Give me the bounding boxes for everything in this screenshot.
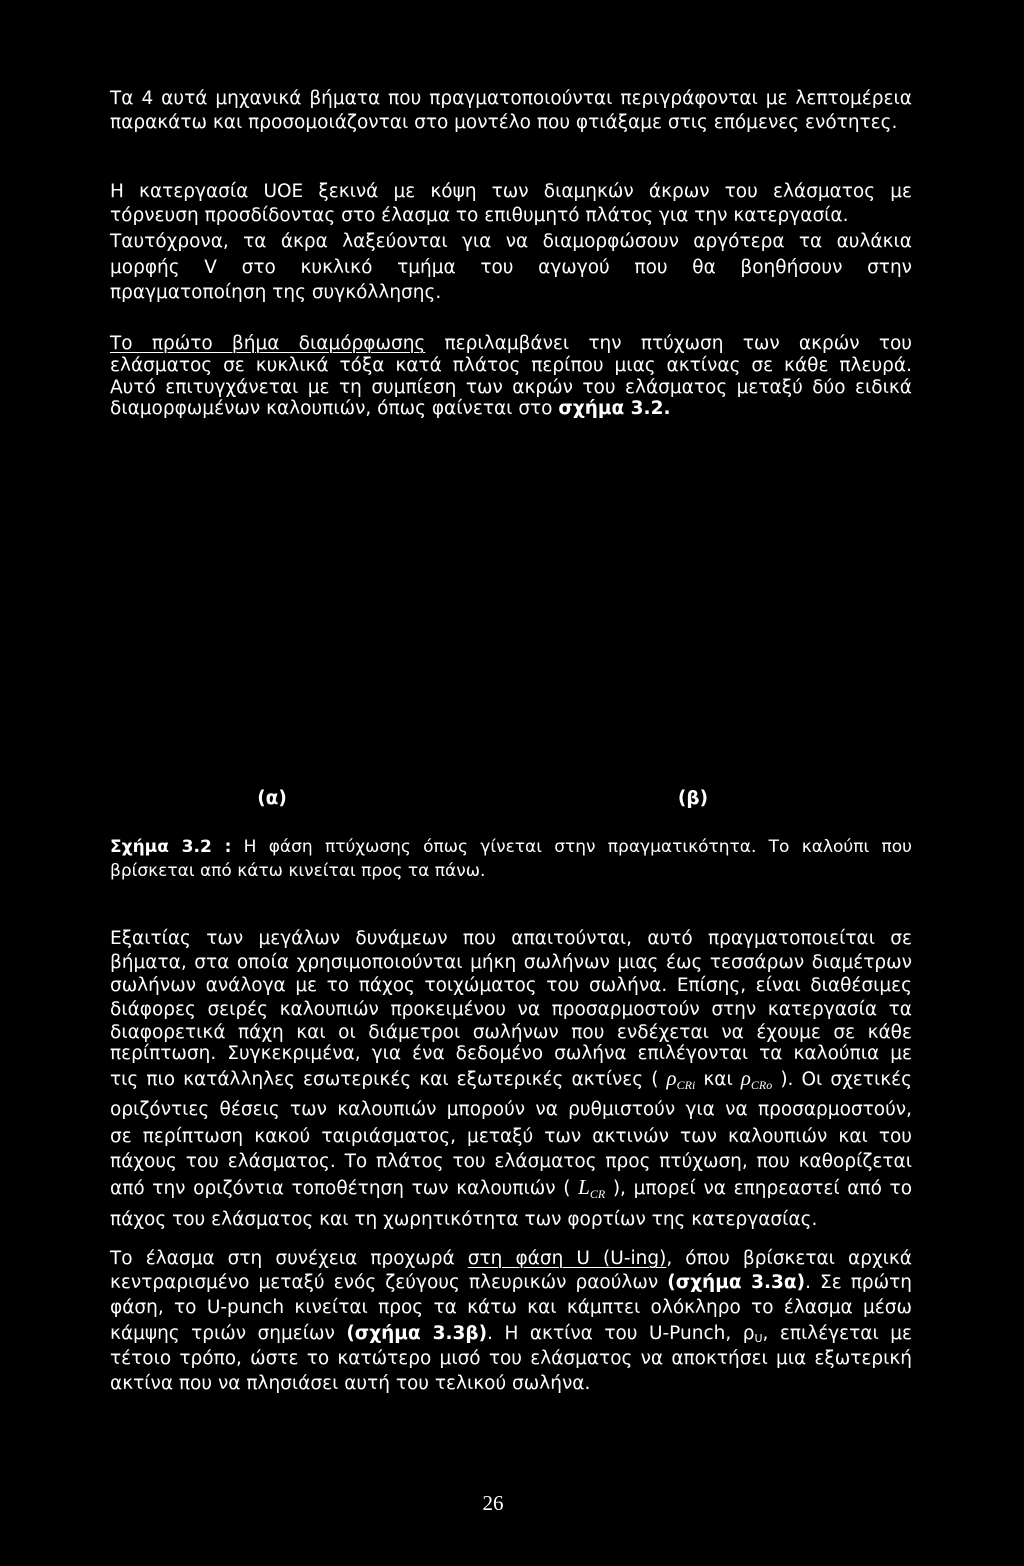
text-segment: και bbox=[703, 1069, 733, 1090]
text-segment: διαμορφωμένων καλουπιών, όπως φαίνεται στο bbox=[110, 398, 553, 419]
rho-inner-symbol: ρ bbox=[666, 1066, 677, 1090]
paragraph-2-line-3: Ταυτόχρονα, τα άκρα λαξεύονται για να διαμορφώσουν αργότερα τα αυλάκια bbox=[110, 231, 912, 252]
length-subscript: CR bbox=[589, 1187, 606, 1201]
text-segment: κάμψης τριών σημείων bbox=[110, 1323, 335, 1344]
paragraph-4-line-10: πάχους του ελάσματος. Το πλάτος του ελάσματος προς πτύχωση, που καθορίζεται bbox=[110, 1151, 912, 1172]
paragraph-4-line-6: περίπτωση. Συγκεκριμένα, για ένα δεδομένο σωλήνα επιλέγονται τα καλούπια με bbox=[110, 1043, 912, 1064]
figure-3-2-image-area bbox=[110, 430, 912, 775]
paragraph-4-line-9: σε περίπτωση κακού ταιριάσματος, μεταξύ των ακτινών των καλουπιών και του bbox=[110, 1126, 912, 1147]
paragraph-3-line-4 bbox=[110, 398, 912, 420]
paragraph-5-line-5: τέτοιο τρόπο, ώστε το κατώτερο μισό του ελάσματος να αποκτήσει μια εξωτερική bbox=[110, 1348, 912, 1369]
figure-label-b: (β) bbox=[677, 788, 709, 809]
caption-text: Η φάση πτύχωσης όπως γίνεται στην πραγματικότητα. Το καλούπι που bbox=[243, 837, 912, 857]
paragraph-4-line-8: οριζόντιες θέσεις των καλουπιών μπορούν να ρυθμιστούν για να προσαρμοστούν, bbox=[110, 1099, 912, 1120]
rho-inner-subscript: CRi bbox=[676, 1078, 696, 1092]
paragraph-5-line-2 bbox=[110, 1272, 912, 1294]
paragraph-4-line-12: πάχος του ελάσματος και τη χωρητικότητα των φορτίων της κατεργασίας. bbox=[110, 1209, 818, 1230]
rho-u-subscript: U bbox=[754, 1332, 763, 1345]
paragraph-1-line-2: παρακάτω και προσομοιάζονται στο μοντέλο που φτιάξαμε στις επόμενες ενότητες. bbox=[110, 112, 898, 133]
text-segment: , όπου βρίσκεται αρχικά bbox=[666, 1248, 912, 1269]
paragraph-4-line-2: βήματα, στα οποία χρησιμοποιούνται μήκη σωλήνων μιας έως τεσσάρων διαμέτρων bbox=[110, 952, 912, 973]
figure-label-a: (α) bbox=[257, 788, 287, 809]
paragraph-4-line-11 bbox=[110, 1175, 913, 1201]
figure-caption-line-1 bbox=[110, 837, 912, 857]
rho-u-symbol: ρ bbox=[742, 1323, 755, 1344]
paragraph-2-line-1: Η κατεργασία UOE ξεκινά με κόψη των διαμηκών άκρων του ελάσματος με bbox=[110, 181, 912, 202]
paragraph-4-line-1: Εξαιτίας των μεγάλων δυνάμεων που απαιτούνται, αυτό πραγματοποιείται σε bbox=[110, 928, 912, 949]
text-segment: . Σε πρώτη bbox=[805, 1272, 912, 1293]
paragraph-3-line-2: ελάσματος σε κυκλικά τόξα κατά πλάτος περίπου μιας ακτίνας σε κάθε πλευρά. bbox=[110, 355, 912, 376]
paragraph-2-line-5: πραγματοποίηση της συγκόλλησης. bbox=[110, 282, 442, 303]
text-segment: ). Οι σχετικές bbox=[780, 1069, 912, 1090]
caption-label: Σχήμα 3.2 : bbox=[110, 837, 232, 857]
figure-reference: (σχήμα 3.3α) bbox=[667, 1272, 806, 1293]
paragraph-1-line-1: Τα 4 αυτά μηχανικά βήματα που πραγματοποιούνται περιγράφονται με λεπτομέρεια bbox=[110, 88, 912, 109]
length-symbol: L bbox=[578, 1175, 590, 1199]
text-segment: Το έλασμα στη συνέχεια προχωρά bbox=[110, 1248, 455, 1269]
figure-reference: σχήμα 3.2. bbox=[558, 398, 671, 419]
text-segment: από την οριζόντια τοποθέτηση των καλουπιών ( bbox=[110, 1178, 571, 1199]
rho-outer-subscript: CRo bbox=[750, 1078, 773, 1092]
figure-caption-line-2: βρίσκεται από κάτω κινείται προς τα πάνω. bbox=[110, 861, 486, 881]
underlined-phrase: Το πρώτο βήμα διαμόρφωσης bbox=[110, 333, 426, 354]
text-segment: , επιλέγεται με bbox=[762, 1323, 912, 1344]
rho-outer-symbol: ρ bbox=[740, 1066, 751, 1090]
paragraph-5-line-3: φάση, το U-punch κινείται προς τα κάτω και κάμπτει ολόκληρο το έλασμα μέσω bbox=[110, 1297, 912, 1318]
paragraph-5-line-1 bbox=[110, 1248, 912, 1270]
page-number: 26 bbox=[482, 1491, 504, 1515]
paragraph-4-line-3: σωλήνων ανάλογα με το πάχος τοιχώματος του σωλήνα. Επίσης, είναι διαθέσιμες bbox=[110, 975, 912, 996]
paragraph-5-line-6: ακτίνα που να πλησιάσει αυτή του τελικού σωλήνα. bbox=[110, 1373, 591, 1394]
paragraph-2-line-2: τόρνευση προσδίδοντας στο έλασμα το επιθυμητό πλάτος για την κατεργασία. bbox=[110, 205, 849, 226]
underlined-phrase: στη φάση U (U-ing) bbox=[467, 1248, 667, 1269]
paragraph-2-line-4: μορφής V στο κυκλικό τμήμα του αγωγού που θα βοηθήσουν στην bbox=[110, 257, 912, 278]
paragraph-4-line-5: διαφορετικά πάχη και οι διάμετροι σωλήνων που ενδέχεται να έχουμε σε κάθε bbox=[110, 1022, 912, 1043]
text-segment: κεντραρισμένο μεταξύ ενός ζεύγους πλευρικών ραούλων bbox=[110, 1272, 659, 1293]
figure-reference: (σχήμα 3.3β) bbox=[346, 1323, 488, 1344]
text-segment: περιλαμβάνει την πτύχωση των ακρών του bbox=[444, 333, 912, 354]
text-segment: τις πιο κατάλληλες εσωτερικές και εξωτερικές ακτίνες ( bbox=[110, 1069, 659, 1090]
paragraph-4-line-4: διάφορες σειρές καλουπιών προκειμένου να προσαρμοστούν στην κατεργασία τα bbox=[110, 999, 912, 1020]
text-segment: ), μπορεί να επηρεαστεί από το bbox=[612, 1178, 913, 1199]
paragraph-3-line-1 bbox=[110, 333, 912, 355]
paragraph-3-line-3: Αυτό επιτυγχάνεται με τη συμπίεση των ακρών του ελάσματος μεταξύ δύο ειδικά bbox=[110, 377, 912, 398]
text-segment: . Η ακτίνα του U-Punch, bbox=[487, 1323, 732, 1344]
paragraph-5-line-4 bbox=[110, 1323, 912, 1345]
paragraph-4-line-7 bbox=[110, 1066, 912, 1092]
